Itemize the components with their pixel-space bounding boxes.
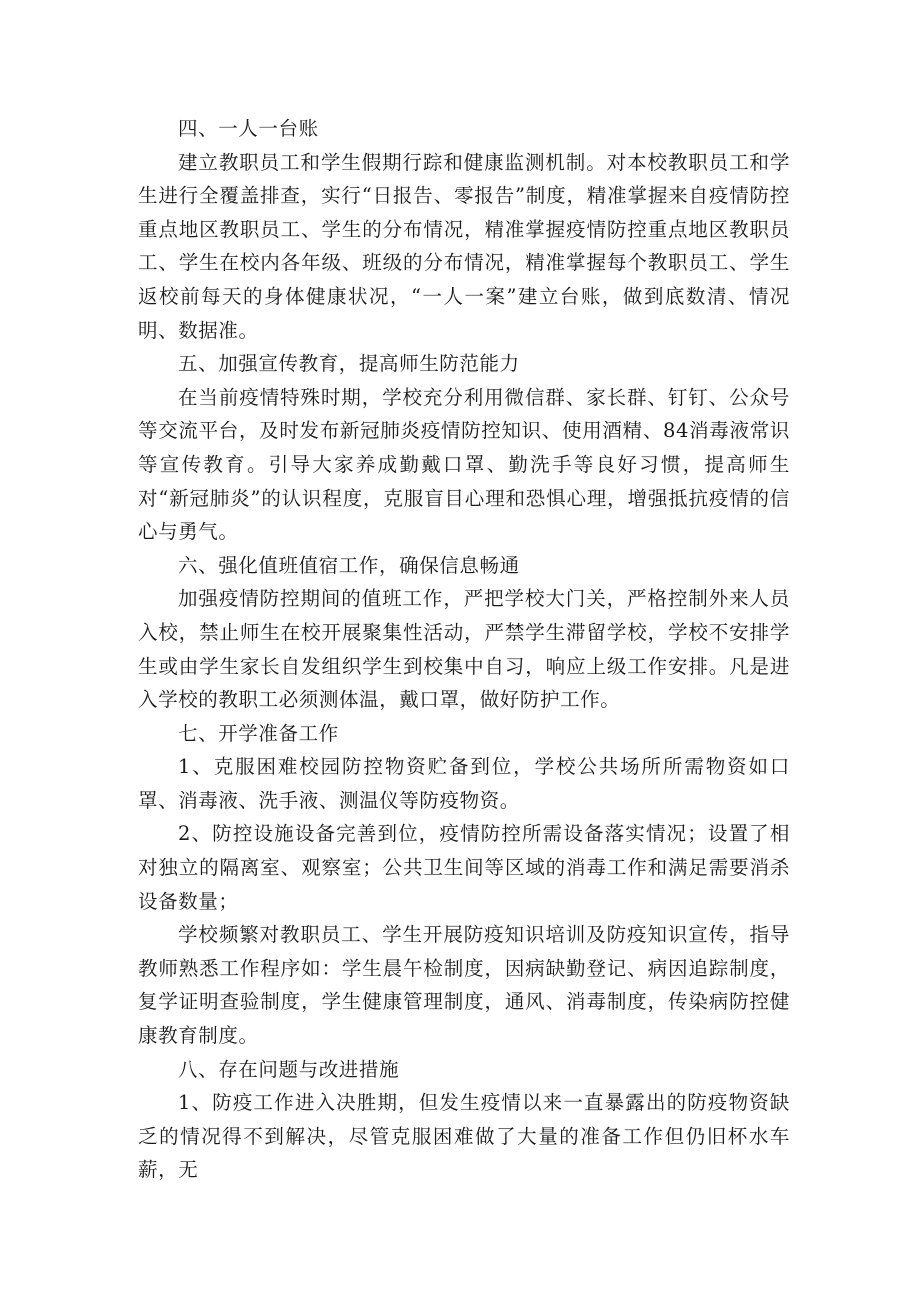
section-heading-4: 四、一人一台账 bbox=[178, 117, 319, 140]
paragraph: 学校频繁对教职员工、学生开展防疫知识培训及防疫知识宣传，指导教师熟悉工作程序如：学生晨午检制度，因病缺勤登记、病因追踪制度，复学证明查验制度，学生健康管理制度，通风、消毒制度，传染病防控健康教育制度。 bbox=[138, 923, 790, 1048]
document-body bbox=[138, 112, 790, 1187]
paragraph: 1、克服困难校园防控物资贮备到位，学校公共场所所需物资如口罩、消毒液、洗手液、测温仪等防疫物资。 bbox=[138, 755, 790, 812]
paragraph: 2、防控设施设备完善到位，疫情防控所需设备落实情况；设置了相对独立的隔离室、观察室；公共卫生间等区域的消毒工作和满足需要消杀设备数量； bbox=[138, 822, 790, 913]
section-heading-6: 六、强化值班值宿工作，确保信息畅通 bbox=[178, 553, 520, 577]
paragraph: 在当前疫情特殊时期，学校充分利用微信群、家长群、钉钉、公众号等交流平台，及时发布新冠肺炎疫情防控知识、使用酒精、84消毒液常识等宣传教育。引导大家养成勤戴口罩、勤洗手等良好习惯，提高师生对“新冠肺炎”的认识程度，克服盲目心理和恐惧心理，增强抵抗疫情的信心与勇气。 bbox=[138, 385, 790, 544]
paragraph: 建立教职员工和学生假期行踪和健康监测机制。对本校教职员工和学生进行全覆盖排查，实行“日报告、零报告”制度，精准掌握来自疫情防控重点地区教职员工、学生的分布情况，精准掌握疫情防控重点地区教职员工、学生在校内各年级、班级的分布情况，精准掌握每个教职员工、学生返校前每天的身体健康状况，“一人一案”建立台账，做到底数清、情况明、数据准。 bbox=[138, 150, 790, 342]
section-heading-5: 五、加强宣传教育，提高师生防范能力 bbox=[178, 352, 520, 376]
paragraph: 加强疫情防控期间的值班工作，严把学校大门关，严格控制外来人员入校，禁止师生在校开展聚集性活动，严禁学生滞留学校，学校不安排学生或由学生家长自发组织学生到校集中自习，响应上级工作安排。凡是进入学校的教职工必须测体温，戴口罩，做好防护工作。 bbox=[138, 587, 790, 712]
section-heading-8: 八、存在问题与改进措施 bbox=[178, 1057, 400, 1081]
section-heading-7: 七、开学准备工作 bbox=[178, 721, 339, 745]
paragraph: 1、防疫工作进入决胜期，但发生疫情以来一直暴露出的防疫物资缺乏的情况得不到解决，尽管克服困难做了大量的准备工作但仍旧杯水车薪，无 bbox=[138, 1091, 790, 1182]
